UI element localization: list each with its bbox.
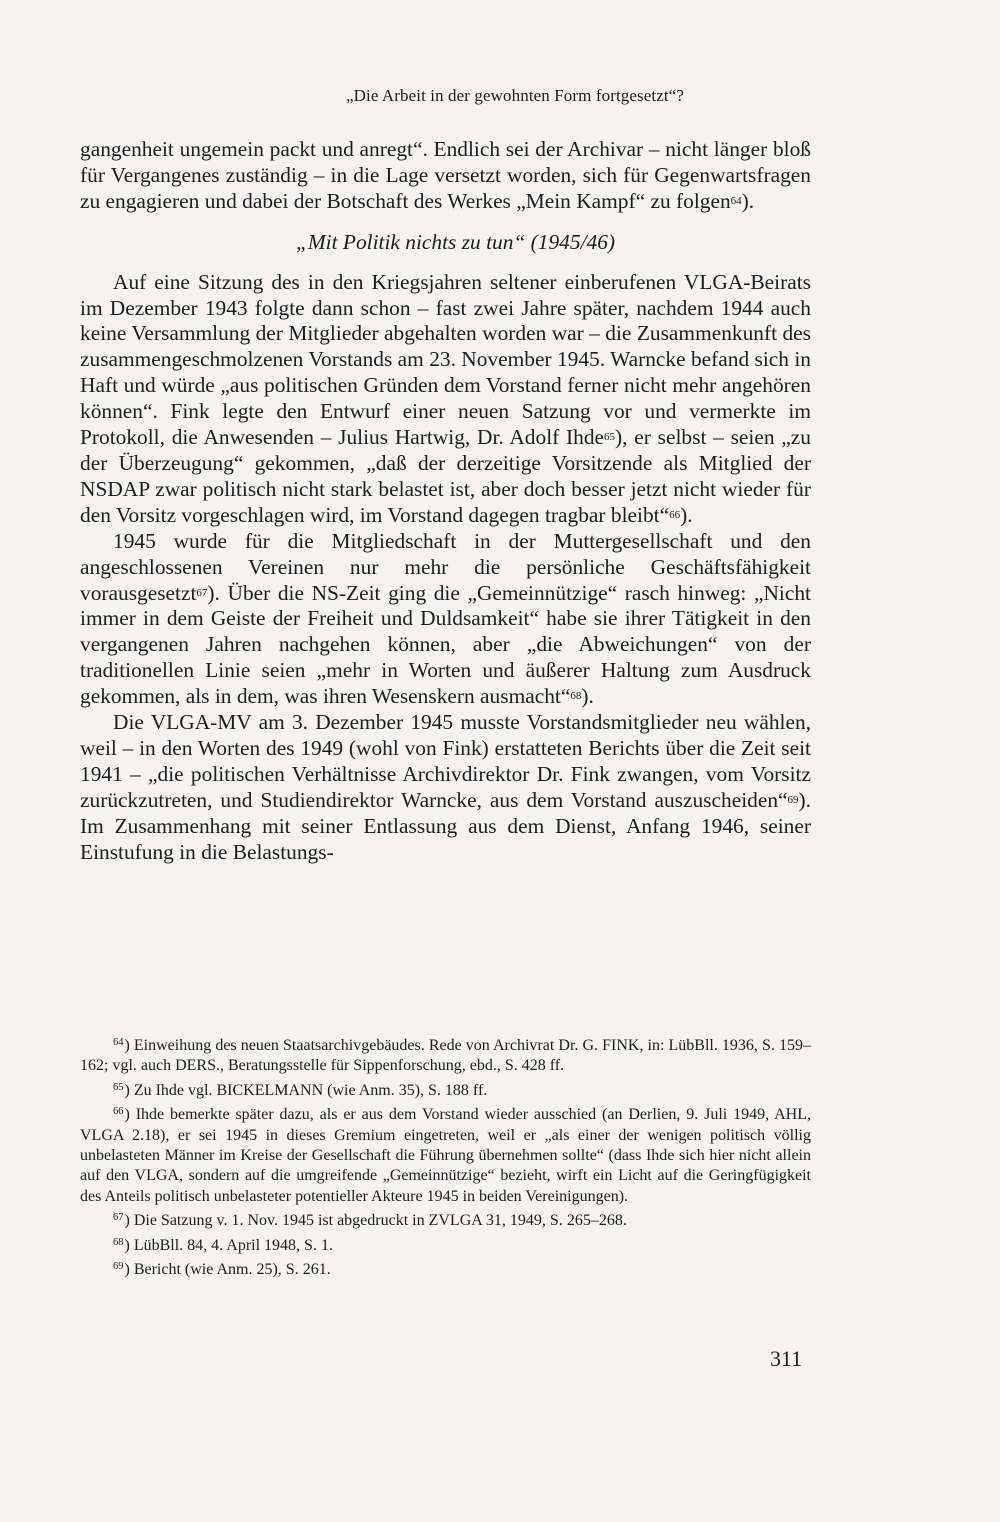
- footnote-text: ) Zu Ihde vgl. BICKELMANN (wie Anm. 35), S. 188 ff.: [124, 1081, 488, 1099]
- footnotes: [80, 1036, 811, 1284]
- paragraph-3: [80, 529, 811, 710]
- footnote-text: ) Ihde bemerkte später dazu, als er aus dem Vorstand wieder ausschied (an Derlien, 9. Juli 1949, AHL, VLGA 2.18), er sei 1945 in dieses Gremium eingetreten, weil er „als einer der wenigen politisch völlig unbelasteten Männer im Kreise der Gesellschaft die Führung übernehmen sollte“ (dass Ihde sich hier nicht allein auf den VLGA, sondern auf die umgreifende „Gemeinnützige“ bezieht, wirft ein Licht auf die Geringfügigkeit des Anteils politisch unbelasteter potentieller Akteure 1945 in beiden Vereinigungen).: [80, 1106, 811, 1205]
- paragraph-2a-text: Auf eine Sitzung des in den Kriegsjahren seltener einberufenen VLGA-Beirats im Dezember 1943 folgte dann schon – fast zwei Jahre später, nachdem 1944 auch keine Versammlung der Mitglieder abgehalten worden war – die Zusammenkunft des zusammengeschmolzenen Vorstands am 23. November 1945. Warncke befand sich in Haft und würde „aus politischen Gründen dem Vorstand ferner nicht mehr angehören können“. Fink legte den Entwurf einer neuen Satzung vor und vermerkte im Protokoll, die Anwesenden – Julius Hartwig, Dr. Adolf Ihde: [80, 269, 811, 450]
- main-text: [80, 137, 811, 865]
- paragraph-4a-text: Die VLGA-MV am 3. Dezember 1945 musste Vorstandsmitglieder neu wählen, weil – in den Worten des 1949 (wohl von Fink) erstatteten Berichts über die Zeit seit 1941 – „die politischen Verhältnisse Archivdirektor Dr. Fink zwangen, vom Vorsitz zurückzutreten, und Studiendirektor Warncke, aus dem Vorstand auszuscheiden“: [80, 710, 811, 812]
- paragraph-3b-text: ). Über die NS-Zeit ging die „Gemeinnützige“ rasch hinweg: „Nicht immer in dem Geiste der Freiheit und Duldsamkeit“ habe sie ihrer Tätigkeit in den vergangenen Jahren nachgehen können, aber „die Abweichungen“ von der traditionellen Linie seien „mehr in Worten und äußerer Haltung zum Ausdruck gekommen, als in dem, was ihren Wesenskern ausmacht“: [80, 580, 811, 709]
- paragraph-3-end: ).: [581, 684, 594, 709]
- footnote-number: 64: [113, 1037, 124, 1048]
- footnote-ref-69[interactable]: 69: [787, 793, 799, 806]
- footnote-text: ) Einweihung des neuen Staatsarchivgebäudes. Rede von Archivrat Dr. G. FINK, in: LübBll. 1936, S. 159–162; vgl. auch DERS., Beratungsstelle für Sippenforschung, ebd., S. 428 ff.: [80, 1037, 811, 1075]
- footnote-ref-66[interactable]: 66: [669, 508, 681, 521]
- footnote-ref-64[interactable]: 64: [730, 194, 742, 207]
- paragraph-4b-text: ). Im Zusammenhang mit seiner Entlassung aus dem Dienst, Anfang 1946, seiner Einstufung in die Belastungs-: [80, 787, 811, 864]
- footnote-ref-65[interactable]: 65: [604, 431, 616, 444]
- paragraph-1-text: gangenheit ungemein packt und anregt“. Endlich sei der Archivar – nicht länger bloß für Vergangenes zuständig – in die Lage versetzt worden, sich für Gegenwartsfragen zu engagieren und dabei der Botschaft des Werkes „Mein Kampf“ zu folgen: [80, 137, 811, 213]
- footnote-66: [80, 1105, 811, 1207]
- page-number: 311: [770, 1346, 803, 1371]
- footnote-text: ) Bericht (wie Anm. 25), S. 261.: [124, 1261, 331, 1279]
- footnote-number: 68: [113, 1236, 124, 1248]
- paragraph-2-end: ).: [680, 502, 693, 527]
- paragraph-2: [80, 270, 811, 529]
- footnote-64: [80, 1036, 811, 1077]
- footnote-number: 67: [113, 1212, 124, 1224]
- footnote-ref-67[interactable]: 67: [196, 586, 208, 599]
- paragraph-2b-text: ), er selbst – seien „zu der Überzeugung“ gekommen, „daß der derzeitige Vorsitzende als Mitglied der NSDAP zwar politisch nicht stark belastet ist, aber doch besser jetzt nicht wieder für den Vorsitz vorgeschlagen wird, im Vorstand dagegen tragbar bleibt“: [80, 425, 811, 527]
- section-heading: „Mit Politik nichts zu tun“ (1945/46): [295, 229, 616, 254]
- running-head: „Die Arbeit in der gewohnten Form fortgesetzt“?: [346, 86, 684, 105]
- footnote-65: [80, 1081, 811, 1101]
- footnote-number: 65: [113, 1081, 124, 1093]
- footnote-number: 66: [113, 1106, 124, 1118]
- paragraph-1: [80, 137, 811, 215]
- paragraph-4: [80, 710, 811, 865]
- footnote-67: [80, 1211, 811, 1231]
- footnote-69: [80, 1260, 811, 1280]
- footnote-text: ) LübBll. 84, 4. April 1948, S. 1.: [124, 1236, 333, 1254]
- paragraph-3a-text: 1945 wurde für die Mitgliedschaft in der Muttergesellschaft und den angeschlossenen Vereinen nur mehr die persönliche Geschäftsfähigkeit vorausgesetzt: [80, 528, 811, 605]
- footnote-number: 69: [113, 1261, 124, 1273]
- footnote-text: ) Die Satzung v. 1. Nov. 1945 ist abgedruckt in ZVLGA 31, 1949, S. 265–268.: [124, 1212, 627, 1230]
- footnote-ref-68[interactable]: 68: [570, 690, 582, 703]
- footnote-68: [80, 1236, 811, 1256]
- paragraph-1-end: ).: [741, 188, 755, 213]
